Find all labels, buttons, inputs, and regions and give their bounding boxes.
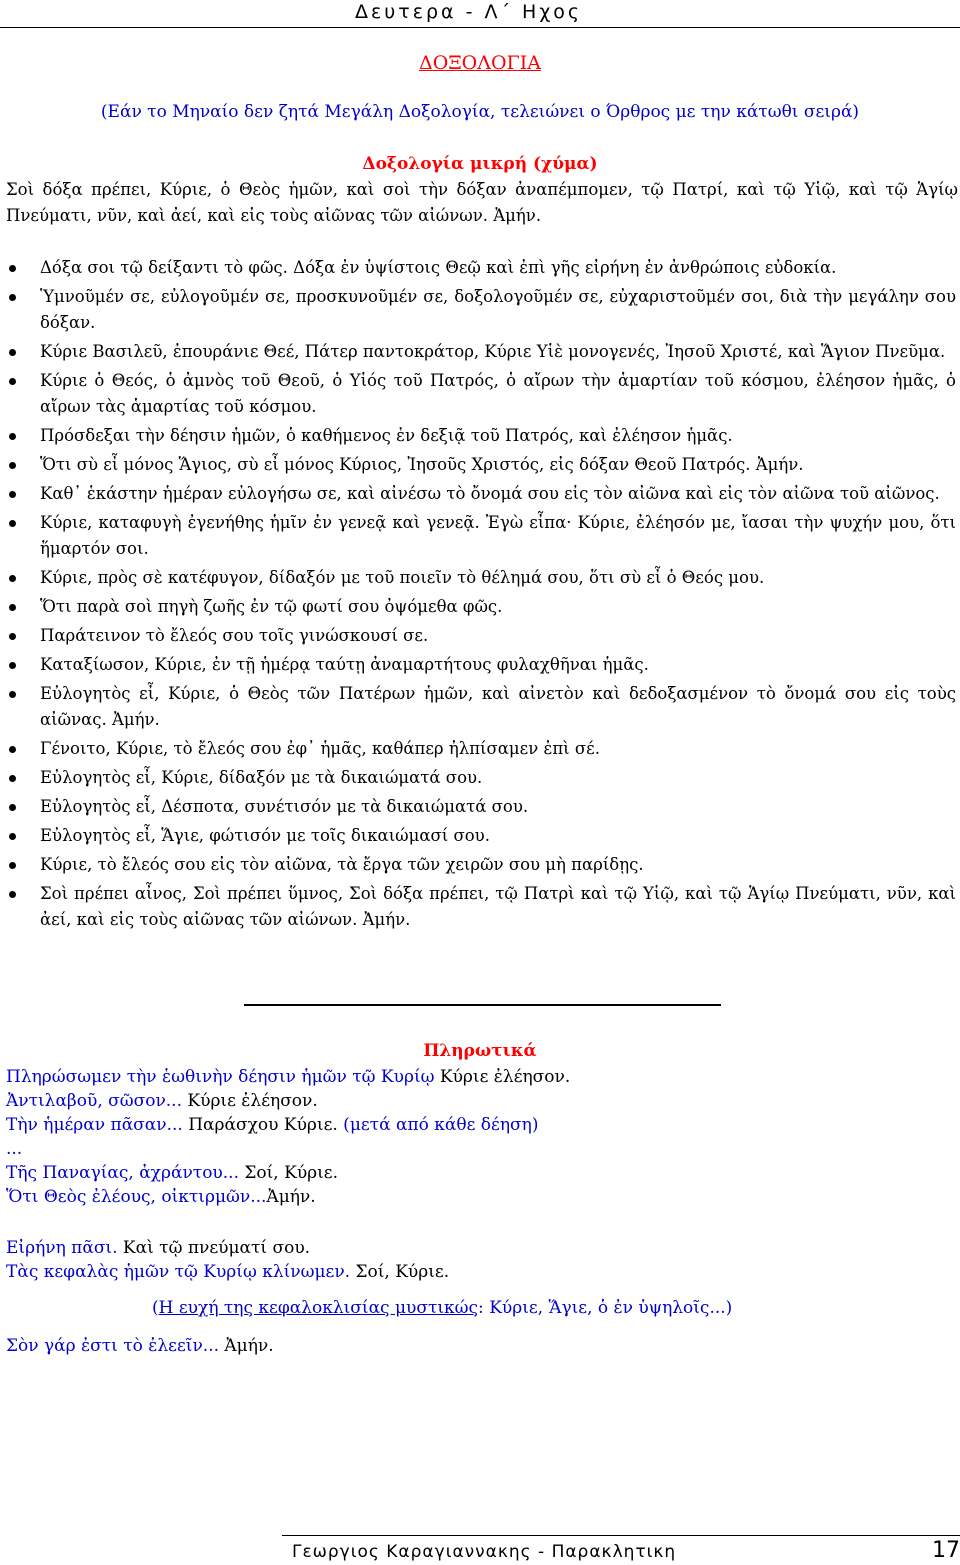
petition-text: Πληρώσωμεν τὴν ἑωθινὴν δέησιν ἡμῶν τῷ Κυρίῳ [6,1067,435,1087]
verse-text: Πρόσδεξαι τὴν δέησιν ἡμῶν, ὁ καθήμενος ἐν δεξιᾷ τοῦ Πατρός, καὶ ἐλέησον ἡμᾶς. [40,426,733,445]
verse-item [0,652,960,678]
footer-rule [282,1535,960,1536]
paren-open: ( [152,1298,159,1318]
verse-text: Κύριε ὁ Θεός, ὁ ἀμνὸς τοῦ Θεοῦ, ὁ Υἱός τοῦ Πατρός, ὁ αἴρων τὴν ἁμαρτίαν τοῦ κόσμου, ἐλέησον ἡμᾶς, ὁ αἴρων τὰς ἁμαρτίας τοῦ κόσμου. [40,371,956,416]
verse-text: Καθ᾽ ἑκάστην ἡμέραν εὐλογήσω σε, καὶ αἰνέσω τὸ ὄνομά σου εἰς τὸν αἰῶνα καὶ εἰς τὸν αἰῶνα τοῦ αἰῶνος. [40,484,940,503]
rubric-note: (Εάν το Μηναίο δεν ζητά Μεγάλη Δοξολογία, τελειώνει ο Όρθρος με την κάτωθι σειρά) [100,102,860,122]
petition-line [6,1334,274,1358]
bullet-icon [9,691,16,698]
verse-text: Κύριε, καταφυγὴ ἐγενήθης ἡμῖν ἐν γενεᾷ καὶ γενεᾷ. Ἐγὼ εἶπα· Κύριε, ἐλέησόν με, ἴασαι τὴν ψυχήν μου, ὅτι ἥμαρτόν σοι. [40,513,956,558]
verse-text: Κύριε, πρὸς σὲ κατέφυγον, δίδαξόν με τοῦ ποιεῖν τὸ θέλημά σου, ὅτι σὺ εἶ ὁ Θεός μου. [40,568,765,587]
paren-close: ) [725,1298,733,1318]
petition-text: Τὰς κεφαλὰς ἡμῶν τῷ Κυρίῳ κλίνωμεν. [6,1262,351,1282]
footer-author: Γεωργιος Καραγιαννακης - Παρακλητικη [292,1542,677,1562]
verse-item [0,794,960,820]
petition-text: Τῆς Παναγίας, ἀχράντου... [6,1163,239,1183]
verse-item [0,510,960,562]
petition-line [6,1113,538,1137]
bullet-icon [9,662,16,669]
verse-item [0,452,960,478]
verse-text: Ὅτι σὺ εἶ μόνος Ἅγιος, σὺ εἶ μόνος Κύριος, Ἰησοῦς Χριστός, εἰς δόξαν Θεοῦ Πατρός. Ἀμήν. [40,455,804,474]
response-text: Καὶ τῷ πνεύματί σου. [117,1238,311,1258]
petition-line [6,1260,449,1284]
verse-list [0,255,960,936]
doxology-intro: Σοὶ δόξα πρέπει, Κύριε, ὁ Θεὸς ἡμῶν, καὶ σοὶ τὴν δόξαν ἀναπέμπομεν, τῷ Πατρί, καὶ τῷ Υἱῷ, καὶ τῷ Ἁγίῳ Πνεύματι, νῦν, καὶ ἀεί, καὶ εἰς τοὺς αἰῶνας τῶν αἰώνων. Ἀμήν. [6,180,958,225]
verse-item [0,565,960,591]
verse-text: Εὐλογητὸς εἶ, Ἅγιε, φώτισόν με τοῖς δικαιώμασί σου. [40,826,490,845]
bullet-icon [9,265,16,272]
bullet-icon [9,294,16,301]
ellipsis-text: ... [6,1139,23,1159]
verse-text: Καταξίωσον, Κύριε, ἐν τῇ ἡμέρᾳ ταύτῃ ἀναμαρτήτους φυλαχθῆναι ἡμᾶς. [40,655,649,674]
response-text: Κύριε ἐλέησον. [182,1091,318,1111]
verse-text: Κύριε Βασιλεῦ, ἐπουράνιε Θεέ, Πάτερ παντοκράτορ, Κύριε Υἱὲ μονογενές, Ἰησοῦ Χριστέ, καὶ Ἅγιον Πνεῦμα. [40,342,946,361]
page-number: 17 [932,1538,960,1563]
bullet-icon [9,746,16,753]
verse-text: Σοὶ πρέπει αἶνος, Σοὶ πρέπει ὕμνος, Σοὶ δόξα πρέπει, τῷ Πατρὶ καὶ τῷ Υἱῷ, καὶ τῷ Ἁγίῳ Πνεύματι, νῦν, καὶ ἀεί, καὶ εἰς τοὺς αἰῶνας τῶν αἰώνων. Ἀμήν. [40,884,956,929]
bullet-icon [9,804,16,811]
verse-item [0,481,960,507]
bullet-icon [9,575,16,582]
prayer-incipit: Κύριε, Ἅγιε, ὁ ἐν ὑψηλοῖς... [489,1298,726,1318]
verse-item [0,255,960,281]
petition-text: Εἰρήνη πᾶσι. [6,1238,118,1258]
bullet-icon [9,520,16,527]
verse-item [0,852,960,878]
bullet-icon [9,862,16,869]
verse-item [0,339,960,365]
verse-text: Ὅτι παρὰ σοὶ πηγὴ ζωῆς ἐν τῷ φωτί σου ὀψόμεθα φῶς. [40,597,503,616]
page-header [0,0,960,30]
verse-item [0,594,960,620]
petition-line [6,1089,318,1113]
verse-text: Εὐλογητὸς εἶ, Δέσποτα, συνέτισόν με τὰ δικαιώματά σου. [40,797,529,816]
bullet-icon [9,891,16,898]
header-title: Δευτερα - Λ΄ Ηχος [355,1,583,23]
verse-item [0,881,960,933]
verse-text: Δόξα σοι τῷ δείξαντι τὸ φῶς. Δόξα ἐν ὑψίστοις Θεῷ καὶ ἐπὶ γῆς εἰρήνη ἐν ἀνθρώποις εὐδοκία. [40,258,837,277]
response-text: Κύριε ἐλέησον. [434,1067,571,1087]
verse-item [0,423,960,449]
verse-item [0,623,960,649]
verse-item [0,368,960,420]
response-text: Παράσχου Κύριε. [182,1115,338,1135]
header-rule [0,27,960,28]
verse-text: Κύριε, τὸ ἔλεός σου εἰς τὸν αἰῶνα, τὰ ἔργα τῶν χειρῶν σου μὴ παρίδῃς. [40,855,644,874]
verse-item [0,765,960,791]
petition-text: Σὸν γάρ ἐστι τὸ ἐλεεῖν... [6,1336,219,1356]
bullet-icon [9,633,16,640]
bullet-icon [9,349,16,356]
section-divider [244,1004,721,1006]
verse-text: Εὐλογητὸς εἶ, Κύριε, δίδαξόν με τὰ δικαιώματά σου. [40,768,483,787]
verse-text: Ὑμνοῦμέν σε, εὐλογοῦμέν σε, προσκυνοῦμέν σε, δοξολογοῦμέν σε, εὐχαριστοῦμέν σοι, διὰ τὴν μεγάλην σου δόξαν. [40,287,956,332]
verse-item [0,284,960,336]
verse-text: Παράτεινον τὸ ἔλεός σου τοῖς γινώσκουσί σε. [40,626,429,645]
bullet-icon [9,378,16,385]
petition-line [6,1137,22,1161]
bullet-icon [9,833,16,840]
petition-text: Τὴν ἡμέραν πᾶσαν... [6,1115,183,1135]
bullet-icon [9,775,16,782]
bullet-icon [9,433,16,440]
petition-line [6,1185,316,1209]
petition-text: Ἀντιλαβοῦ, σῶσον... [6,1091,182,1111]
rubric-note: Η ευχή της κεφαλοκλισίας μυστικώς [158,1298,479,1318]
rubric-line [152,1296,732,1320]
petition-text: Ὅτι Θεὸς ἐλέους, οἰκτιρμῶν... [6,1187,267,1207]
rubric-note: (μετά από κάθε δέηση) [337,1115,539,1135]
petition-line [6,1065,570,1089]
bullet-icon [9,604,16,611]
response-text: Ἀμήν. [266,1187,316,1207]
doxology-title: ΔΟΞΟΛΟΓΙΑ [419,52,541,74]
petition-line [6,1161,338,1185]
bullet-icon [9,491,16,498]
bullet-icon [9,462,16,469]
response-text: Σοί, Κύριε. [350,1262,450,1282]
verse-item [0,736,960,762]
doxology-subtitle: Δοξολογία μικρή (χύμα) [362,154,598,174]
verse-text: Εὐλογητὸς εἶ, Κύριε, ὁ Θεὸς τῶν Πατέρων ἡμῶν, καὶ αἰνετὸν καὶ δεδοξασμένον τὸ ὄνομά σου εἰς τοὺς αἰῶνας. Ἀμήν. [40,684,956,729]
verse-item [0,823,960,849]
verse-item [0,681,960,733]
petition-line [6,1236,310,1260]
plirotika-title: Πληρωτικά [423,1041,537,1061]
response-text: Σοί, Κύριε. [238,1163,339,1183]
response-text: Ἀμήν. [219,1336,274,1356]
verse-text: Γένοιτο, Κύριε, τὸ ἔλεός σου ἐφ᾽ ἡμᾶς, καθάπερ ἠλπίσαμεν ἐπὶ σέ. [40,739,600,758]
colon-text: : [478,1298,490,1318]
